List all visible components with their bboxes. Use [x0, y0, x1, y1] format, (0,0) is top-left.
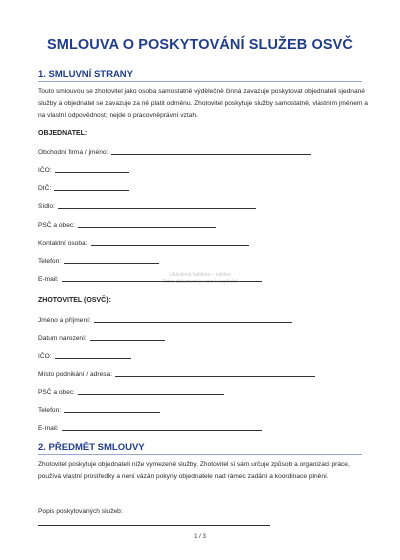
objednatel-heading: OBJEDNATEL: — [38, 130, 88, 137]
zhotovitel-phone-field — [38, 403, 160, 414]
field-label: PSČ a obec: — [38, 222, 76, 229]
objednatel-psc-field — [38, 218, 216, 229]
watermark-line-1: Ukázková šablona – náhled — [169, 272, 231, 278]
section-1-paragraph: Touto smlouvou se zhotovitel jako osoba samostatně výdělečně činná zavazuje poskytovat objednateli sjednané služby a objednatel se zavazuje za ně platit odměnu. Zhotovitel poskytuje služby samostatně, vlastním jménem a na vlastní odpovědnost; nejde o pracovněprávní vztah. — [38, 88, 368, 119]
fill-line[interactable] — [62, 430, 262, 431]
field-label: Jméno a příjmení: — [38, 317, 91, 324]
field-label: PSČ a obec: — [38, 389, 76, 396]
section-2-paragraph: Zhotovitel poskytuje objednateli níže vymezené služby. Zhotovitel si sám určuje způsob a organizaci práce, používá vlastní prostředky a není vázán pokyny objednatele nad rámec zadání a koordinace plnění. — [38, 461, 350, 480]
section-2-rule — [38, 454, 362, 455]
zhotovitel-birthdate-field — [38, 331, 165, 342]
section-1-heading: 1. SMLUVNÍ STRANY — [38, 69, 134, 80]
field-label: Obchodní firma / jméno: — [38, 149, 109, 156]
field-label: Telefon: — [38, 258, 62, 265]
zhotovitel-email-field — [38, 421, 262, 432]
zhotovitel-psc-field — [38, 385, 224, 396]
field-label: Datum narození: — [38, 335, 87, 342]
field-label: DIČ: — [38, 185, 52, 192]
zhotovitel-ico-field — [38, 349, 131, 360]
fill-line[interactable] — [58, 208, 256, 209]
service-description-label-field — [38, 504, 123, 515]
fill-line[interactable] — [64, 412, 160, 413]
section-2-heading: 2. PŘEDMĚT SMLOUVY — [38, 442, 145, 453]
service-description-line-field — [38, 516, 270, 527]
objednatel-phone-field — [38, 254, 159, 265]
zhotovitel-name-field — [38, 313, 292, 324]
fill-line[interactable] — [91, 245, 249, 246]
fill-line[interactable] — [54, 190, 129, 191]
objednatel-contact-field — [38, 236, 249, 247]
objednatel-dic-field — [38, 181, 129, 192]
zhotovitel-address-field — [38, 367, 315, 378]
fill-line[interactable] — [38, 525, 270, 526]
fill-line[interactable] — [115, 376, 315, 377]
fill-line[interactable] — [62, 281, 262, 282]
fill-line[interactable] — [78, 227, 216, 228]
objednatel-ico-field — [38, 163, 129, 174]
fill-line[interactable] — [94, 322, 292, 323]
fill-line[interactable] — [55, 172, 129, 173]
field-label: E-mail: — [38, 276, 59, 283]
field-label: IČO: — [38, 353, 52, 360]
field-label: Telefon: — [38, 407, 62, 414]
field-label: Místo podnikání / adresa: — [38, 371, 113, 378]
fill-line[interactable] — [55, 358, 131, 359]
objednatel-email-field — [38, 272, 262, 283]
fill-line[interactable] — [64, 263, 159, 264]
field-label: E-mail: — [38, 425, 59, 432]
zhotovitel-heading: ZHOTOVITEL (OSVČ): — [38, 297, 111, 304]
field-label: Kontaktní osoba: — [38, 240, 88, 247]
watermark-line-2: Tento dokument je vzor k vyplnění — [162, 279, 238, 285]
fill-line[interactable] — [90, 340, 165, 341]
fill-line[interactable] — [111, 154, 311, 155]
field-label: Sídlo: — [38, 203, 55, 210]
field-label: IČO: — [38, 167, 52, 174]
document-title: SMLOUVA O POSKYTOVÁNÍ SLUŽEB OSVČ — [47, 37, 353, 53]
objednatel-sidlo-field — [38, 199, 256, 210]
fill-line[interactable] — [78, 394, 224, 395]
field-label: Popis poskytovaných služeb: — [38, 508, 123, 515]
section-1-rule — [38, 81, 362, 82]
page-number: 1 / 3 — [194, 534, 206, 540]
objednatel-name-field — [38, 145, 311, 156]
